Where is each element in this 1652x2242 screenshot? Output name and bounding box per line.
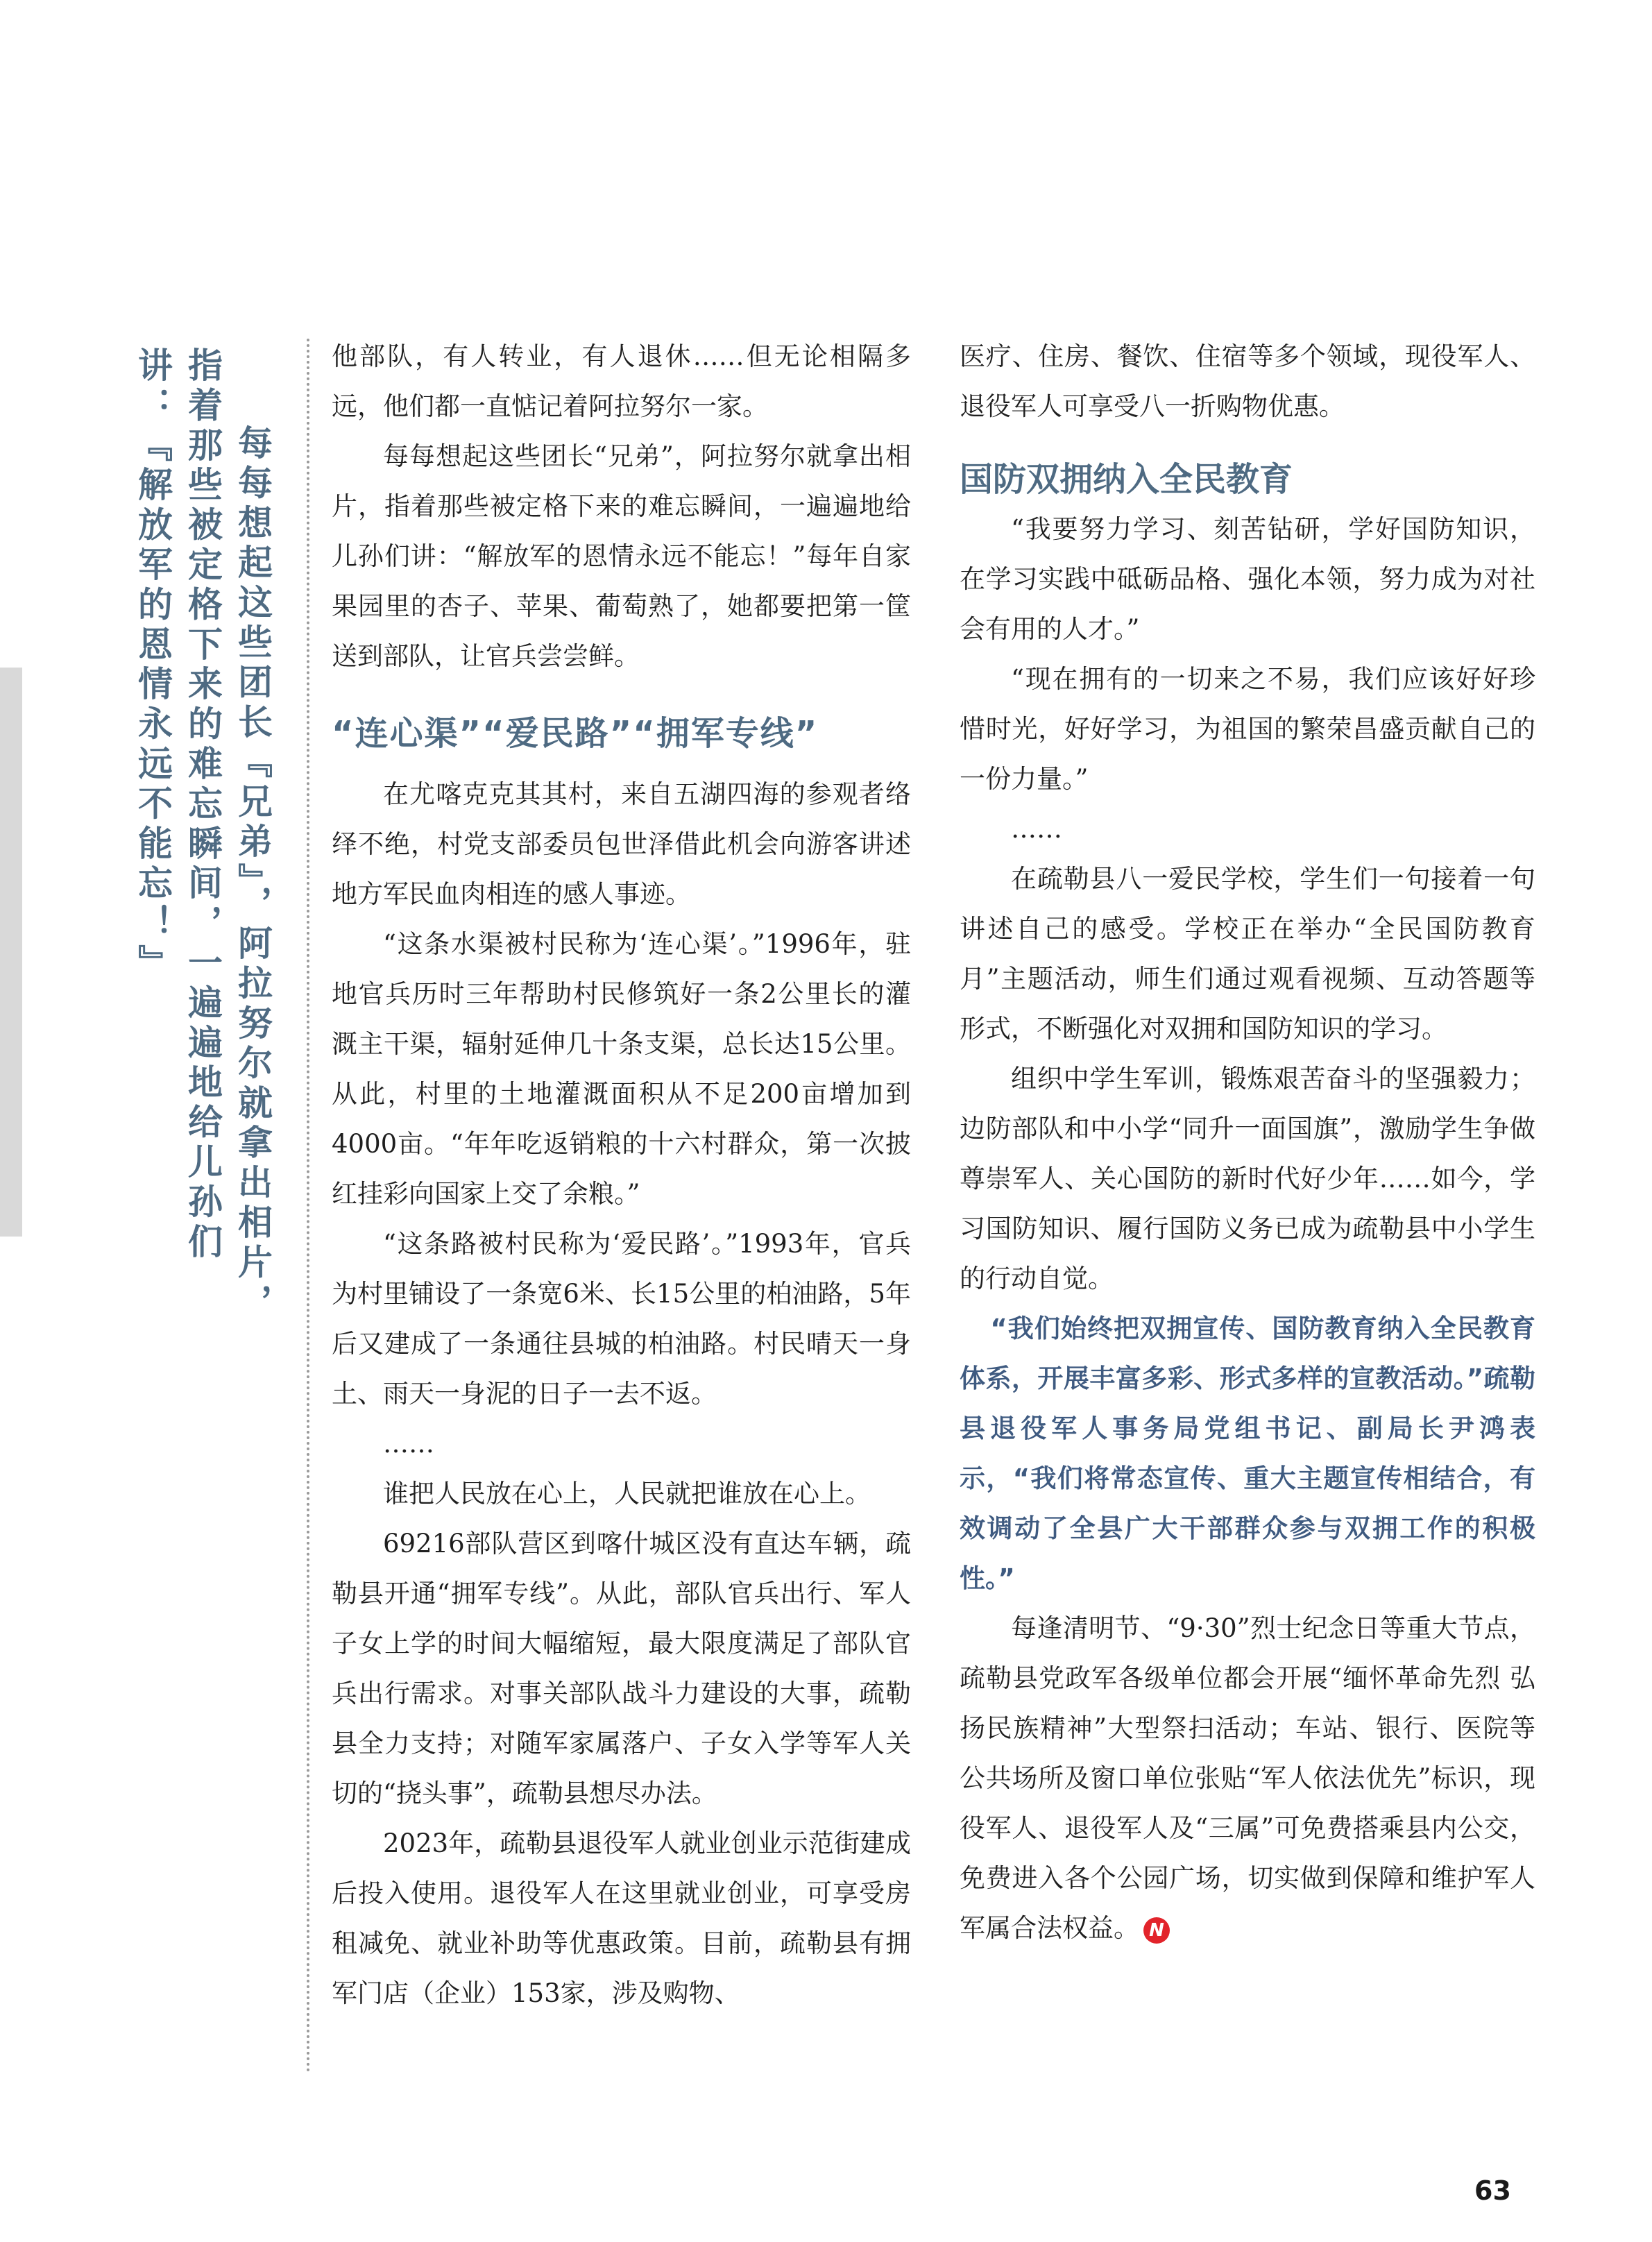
paragraph: “现在拥有的一切来之不易，我们应该好好珍惜时光，好好学习，为祖国的繁荣昌盛贡献自己的一份力量。” bbox=[960, 664, 1535, 794]
paragraph: 2023年，疏勒县退役军人就业创业示范街建成后投入使用。退役军人在这里就业创业，可享受房租减免、就业补助等优惠政策。目前，疏勒县有拥军门店（企业）153家，涉及购物、 bbox=[332, 1828, 911, 2008]
pull-quote-line-3: 讲：『解放军的恩情永远不能忘！』 bbox=[133, 347, 173, 985]
section-heading: “连心渠”“爱民路”“拥军专线” bbox=[332, 714, 819, 753]
column-divider bbox=[307, 339, 309, 2073]
right-text-column bbox=[960, 332, 1535, 1953]
ellipsis-line: …… bbox=[1011, 814, 1062, 844]
pull-quote-line-2: 指着那些被定格下来的难忘瞬间，一遍遍地给儿孙们 bbox=[182, 347, 223, 1264]
ellipsis-line: …… bbox=[383, 1429, 434, 1459]
paragraph: 69216部队营区到喀什城区没有直达车辆，疏勒县开通“拥军专线”。从此，部队官兵出行、军人子女上学的时间大幅缩短，最大限度满足了部队官兵出行需求。对事关部队战斗力建设的大事，疏勒县全力支持；对随军家属落户、子女入学等军人关切的“挠头事”，疏勒县想尽办法。 bbox=[332, 1529, 911, 1808]
page-number: 63 bbox=[1474, 2175, 1511, 2206]
end-mark-icon: N bbox=[1143, 1917, 1170, 1944]
section-heading: 国防双拥纳入全民教育 bbox=[960, 460, 1293, 499]
side-tab-decoration bbox=[0, 668, 22, 1237]
closing-text: 每逢清明节、“9·30”烈士纪念日等重大节点，疏勒县党政军各级单位都会开展“缅怀革命先烈 弘扬民族精神”大型祭扫活动；车站、银行、医院等公共场所及窗口单位张贴“军人依法优先”标识，现役军人、退役军人及“三属”可免费搭乘县内公交，免费进入各个公园广场，切实做到保障和维护军人军属合法权益。 bbox=[960, 1613, 1535, 1943]
emphasis-paragraph: “我们始终把双拥宣传、国防教育纳入全民教育体系，开展丰富多彩、形式多样的宣教活动。”疏勒县退役军人事务局党组书记、副局长尹鸿表示，“我们将常态宣传、重大主题宣传相结合，有效调动了全县广大干部群众参与双拥工作的积极性。” bbox=[960, 1314, 1535, 1593]
pull-quote bbox=[128, 347, 278, 1332]
paragraph: 谁把人民放在心上，人民就把谁放在心上。 bbox=[383, 1479, 871, 1509]
paragraph: “这条水渠被村民称为‘连心渠’。”1996年，驻地官兵历时三年帮助村民修筑好一条2公里长的灌溉主干渠，辐射延伸几十条支渠，总长达15公里。从此，村里的土地灌溉面积从不足200亩增加到4000亩。“年年吃返销粮的十六村群众，第一次披红挂彩向国家上交了余粮。” bbox=[332, 929, 911, 1209]
closing-paragraph bbox=[960, 1604, 1535, 1953]
paragraph: 在尤喀克克其其村，来自五湖四海的参观者络绎不绝，村党支部委员包世泽借此机会向游客讲述地方军民血肉相连的感人事迹。 bbox=[332, 779, 911, 909]
paragraph: “我要努力学习、刻苦钻研，学好国防知识，在学习实践中砥砺品格、强化本领，努力成为对社会有用的人才。” bbox=[960, 514, 1535, 644]
paragraph: “这条路被村民称为‘爱民路’。”1993年，官兵为村里铺设了一条宽6米、长15公里的柏油路，5年后又建成了一条通往县城的柏油路。村民晴天一身土、雨天一身泥的日子一去不返。 bbox=[332, 1229, 911, 1409]
paragraph: 在疏勒县八一爱民学校，学生们一句接着一句讲述自己的感受。学校正在举办“全民国防教育月”主题活动，师生们通过观看视频、互动答题等形式，不断强化对双拥和国防知识的学习。 bbox=[960, 864, 1535, 1044]
left-text-column bbox=[332, 332, 911, 2019]
paragraph: 组织中学生军训，锻炼艰苦奋斗的坚强毅力；边防部队和中小学“同升一面国旗”，激励学生争做尊崇军人、关心国防的新时代好少年……如今，学习国防知识、履行国防义务已成为疏勒县中小学生的行动自觉。 bbox=[960, 1064, 1535, 1293]
paragraph: 医疗、住房、餐饮、住宿等多个领域，现役军人、退役军人可享受八一折购物优惠。 bbox=[960, 341, 1535, 421]
pull-quote-line-1: 每每想起这些团长『兄弟』，阿拉努尔就拿出相片， bbox=[232, 425, 273, 1324]
paragraph: 他部队，有人转业，有人退休……但无论相隔多远，他们都一直惦记着阿拉努尔一家。 bbox=[332, 341, 911, 421]
paragraph: 每每想起这些团长“兄弟”，阿拉努尔就拿出相片，指着那些被定格下来的难忘瞬间，一遍遍地给儿孙们讲：“解放军的恩情永远不能忘！”每年自家果园里的杏子、苹果、葡萄熟了，她都要把第一筐送到部队，让官兵尝尝鲜。 bbox=[332, 441, 911, 671]
